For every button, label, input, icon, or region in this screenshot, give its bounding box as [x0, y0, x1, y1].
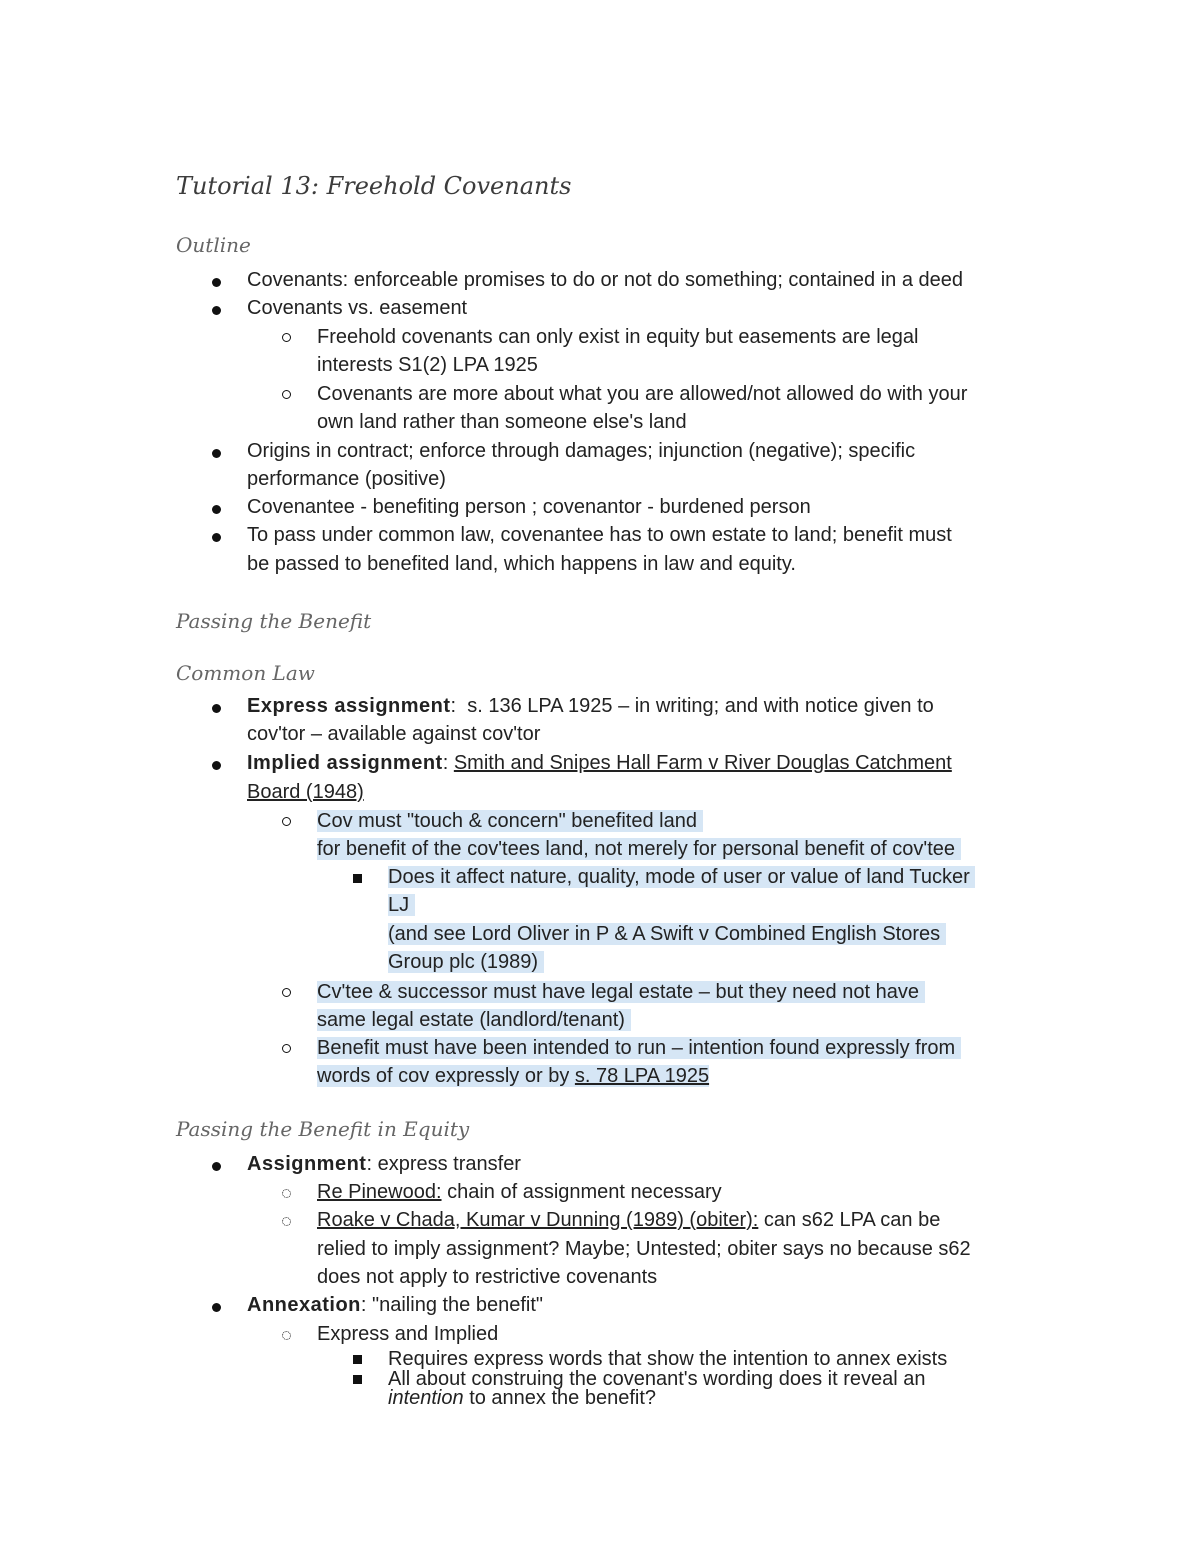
outline-item-3-line-1: Origins in contract; enforce through damages; injunction (negative); specific: [247, 440, 916, 462]
implied-assignment-label: Implied assignment: [247, 752, 443, 774]
bullet-icon: [212, 704, 221, 713]
bullet-icon: [212, 278, 221, 287]
assignment-label: Assignment: [247, 1153, 367, 1175]
roake-line-2: relied to imply assignment? Maybe; Untested; obiter says no because s62: [317, 1238, 971, 1260]
circle-bullet-icon: [282, 988, 291, 997]
bullet-icon: [212, 449, 221, 458]
roake-case: Roake v Chada, Kumar v Dunning (1989) (obiter):: [317, 1209, 759, 1231]
circle-bullet-icon: [282, 1044, 291, 1053]
construing-line-1: All about construing the covenant's wording does it reveal an: [388, 1368, 926, 1390]
smith-snipes-case: Smith and Snipes Hall Farm v River Douglas Catchment: [453, 752, 952, 774]
bullet-icon: [212, 761, 221, 770]
lord-oliver-line-1: (and see Lord Oliver in P & A Swift v Combined English Stores: [388, 920, 946, 948]
outline-subitem-1-line-1: Freehold covenants can only exist in equity but easements are legal: [317, 326, 919, 348]
roake-line-3: does not apply to restrictive covenants: [317, 1266, 658, 1288]
roake-line-1: Roake v Chada, Kumar v Dunning (1989) (obiter): can s62 LPA can be: [317, 1209, 941, 1231]
tucker-line-2: LJ: [388, 891, 415, 919]
dotted-circle-bullet-icon: [282, 1331, 291, 1340]
circle-bullet-icon: [282, 390, 291, 399]
bullet-icon: [212, 1162, 221, 1171]
pinewood-case: Re Pinewood:: [317, 1181, 442, 1203]
s78-link[interactable]: s. 78 LPA 1925: [574, 1065, 710, 1087]
express-assignment-text: s. 136 LPA 1925 – in writing; and with notice given to: [467, 695, 934, 717]
touch-concern-line-1: Cov must "touch & concern" benefited land: [317, 807, 703, 835]
outline-subitem-1-line-2: interests S1(2) LPA 1925: [317, 354, 538, 376]
express-assignment-line-2: cov'tor – available against cov'tor: [247, 723, 541, 745]
outline-item-3-line-2: performance (positive): [247, 468, 446, 490]
bullet-icon: [212, 533, 221, 542]
outline-subitem-2-line-2: own land rather than someone else's land: [317, 411, 687, 433]
pinewood-item: Re Pinewood: chain of assignment necessary: [317, 1181, 722, 1203]
passing-benefit-heading: Passing the Benefit: [176, 609, 372, 633]
legal-estate-line-1: Cv'tee & successor must have legal estate – but they need not have: [317, 978, 925, 1006]
equity-heading: Passing the Benefit in Equity: [176, 1117, 470, 1141]
express-implied-item: Express and Implied: [317, 1323, 499, 1345]
smith-snipes-case-line-2: Board (1948): [247, 781, 364, 803]
intention-emphasis: intention: [388, 1387, 464, 1409]
requires-words-item: Requires express words that show the intention to annex exists: [388, 1348, 948, 1370]
bullet-icon: [212, 1303, 221, 1312]
outline-item-2: Covenants vs. easement: [247, 297, 468, 319]
circle-bullet-icon: [282, 817, 291, 826]
express-assignment-line-1: Express assignment: s. 136 LPA 1925 – in writing; and with notice given to: [247, 695, 934, 717]
outline-heading: Outline: [176, 233, 251, 257]
construing-line-2: intention to annex the benefit?: [388, 1387, 657, 1409]
outline-item-5-line-2: be passed to benefited land, which happens in law and equity.: [247, 553, 796, 575]
bullet-icon: [212, 505, 221, 514]
dotted-circle-bullet-icon: [282, 1217, 291, 1226]
outline-item-5-line-1: To pass under common law, covenantee has to own estate to land; benefit must: [247, 524, 952, 546]
legal-estate-line-2: same legal estate (landlord/tenant): [317, 1006, 631, 1034]
lord-oliver-line-2: Group plc (1989): [388, 948, 544, 976]
outline-item-1: Covenants: enforceable promises to do or not do something; contained in a deed: [247, 269, 964, 291]
annexation-label: Annexation: [247, 1294, 361, 1316]
outline-subitem-2-line-1: Covenants are more about what you are allowed/not allowed do with your: [317, 383, 968, 405]
annexation-item: Annexation: "nailing the benefit": [247, 1294, 544, 1316]
square-bullet-icon: [353, 1355, 362, 1364]
tucker-line-1: Does it affect nature, quality, mode of user or value of land Tucker: [388, 863, 975, 891]
square-bullet-icon: [353, 874, 362, 883]
assignment-item: Assignment: express transfer: [247, 1153, 521, 1175]
circle-bullet-icon: [282, 333, 291, 342]
implied-assignment-line-1: Implied assignment: Smith and Snipes Hall Farm v River Douglas Catchment: [247, 752, 952, 774]
document-title: Tutorial 13: Freehold Covenants: [176, 172, 572, 200]
intention-line-1: Benefit must have been intended to run – intention found expressly from: [317, 1034, 961, 1062]
dotted-circle-bullet-icon: [282, 1189, 291, 1198]
touch-concern-line-2: for benefit of the cov'tees land, not merely for personal benefit of cov'tee: [317, 835, 961, 863]
bullet-icon: [212, 306, 221, 315]
express-assignment-label: Express assignment: [247, 695, 451, 717]
intention-line-2: words of cov expressly or by s. 78 LPA 1925: [317, 1065, 710, 1087]
square-bullet-icon: [353, 1375, 362, 1384]
common-law-heading: Common Law: [176, 661, 315, 685]
outline-item-4: Covenantee - benefiting person ; covenantor - burdened person: [247, 496, 811, 518]
